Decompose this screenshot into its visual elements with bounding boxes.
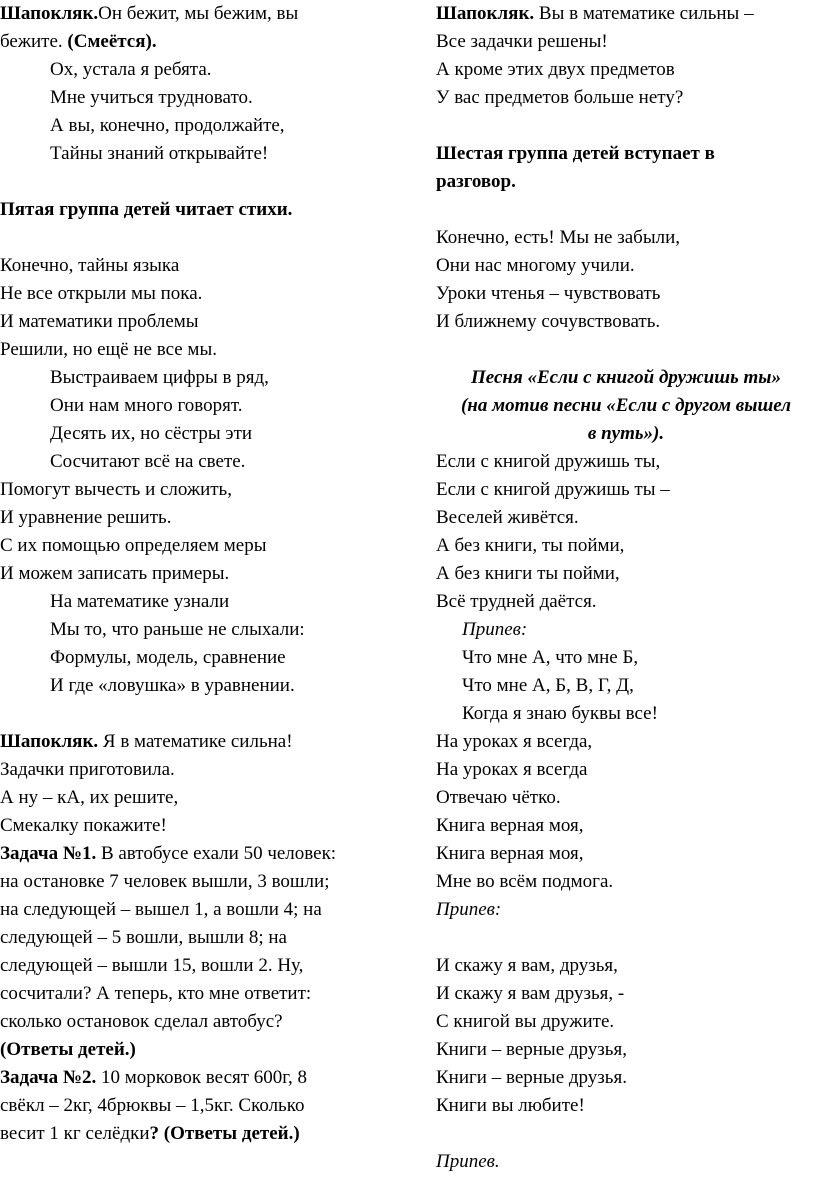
song-line: Книги – верные друзья, <box>436 1039 627 1060</box>
stage-direction: ? (Ответы детей.) <box>149 1123 300 1144</box>
poem-line: На математике узнали <box>50 591 230 612</box>
poem-line: Мы то, что раньше не слыхали: <box>50 619 305 640</box>
song-line: С книгой вы дружите. <box>436 1011 615 1032</box>
speaker-name: Шапокляк. <box>0 731 99 752</box>
line-text: Я в математике сильна! <box>98 731 293 752</box>
song-line: Отвечаю чётко. <box>436 787 561 808</box>
song-line: Книги – верные друзья. <box>436 1067 627 1088</box>
song-line: Всё трудней даётся. <box>436 591 597 612</box>
poem-line: А вы, конечно, продолжайте, <box>50 115 285 136</box>
line-text: бежите. <box>0 31 68 52</box>
text-line: следующей – вышли 15, вошли 2. Ну, <box>0 955 304 976</box>
text-line <box>0 728 385 756</box>
poem-line: Сосчитают всё на свете. <box>50 451 246 472</box>
line-text: В автобусе ехали 50 человек: <box>96 843 337 864</box>
line-text: Он бежит, мы бежим, вы <box>98 3 299 24</box>
poem-line: А кроме этих двух предметов <box>436 59 675 80</box>
poem-line: Конечно, тайны языка <box>0 255 180 276</box>
chorus-label: Припев: <box>462 619 528 640</box>
poem-line: Уроки чтенья – чувствовать <box>436 283 661 304</box>
left-column <box>0 0 385 1148</box>
text-line: сосчитали? А теперь, кто мне ответит: <box>0 983 312 1004</box>
song-line: На уроках я всегда, <box>436 731 593 752</box>
poem-line: И ближнему сочувствовать. <box>436 311 661 332</box>
poem-line: Не все открыли мы пока. <box>0 283 203 304</box>
stage-direction: (Ответы детей.) <box>0 1039 136 1060</box>
song-line: Если с книгой дружишь ты, <box>436 451 661 472</box>
poem-line: Помогут вычесть и сложить, <box>0 479 232 500</box>
poem-line: Задачки приготовила. <box>0 759 175 780</box>
text-line <box>0 1064 385 1092</box>
task-label: Задача №1. <box>0 843 97 864</box>
text-line: свёкл – 2кг, 4брюквы – 1,5кг. Сколько <box>0 1095 305 1116</box>
song-line: Веселей живётся. <box>436 507 579 528</box>
poem-line: Конечно, есть! Мы не забыли, <box>436 227 680 248</box>
poem-line: Десять их, но сёстры эти <box>50 423 253 444</box>
text-line: на остановке 7 человек вышли, 3 вошли; <box>0 871 330 892</box>
right-column <box>436 0 816 1176</box>
poem-line: Все задачки решены! <box>436 31 608 52</box>
poem-line: Они нас многому учили. <box>436 255 635 276</box>
song-line: Книги вы любите! <box>436 1095 585 1116</box>
song-line: Что мне А, что мне Б, <box>462 647 639 668</box>
text-line <box>0 840 385 868</box>
speaker-name: Шапокляк. <box>436 3 535 24</box>
song-line: А без книги, ты пойми, <box>436 535 625 556</box>
speaker-name: Шапокляк. <box>0 3 99 24</box>
poem-line: А ну – кА, их решите, <box>0 787 179 808</box>
line-text: 10 морковок весят 600г, 8 <box>96 1067 307 1088</box>
poem-line: Мне учиться трудновато. <box>50 87 253 108</box>
poem-line: Ох, устала я ребята. <box>50 59 212 80</box>
poem-line: С их помощью определяем меры <box>0 535 267 556</box>
poem-line: Формулы, модель, сравнение <box>50 647 286 668</box>
chorus-label: Припев. <box>436 1151 500 1172</box>
poem-line: И можем записать примеры. <box>0 563 230 584</box>
text-line: на следующей – вышел 1, а вошли 4; на <box>0 899 322 920</box>
song-line: На уроках я всегда <box>436 759 588 780</box>
poem-line: И уравнение решить. <box>0 507 172 528</box>
text-line <box>0 28 385 56</box>
text-line <box>0 0 385 28</box>
section-heading: Шестая группа детей вступает в <box>436 143 715 164</box>
song-line: И скажу я вам, друзья, <box>436 955 618 976</box>
poem-line: Смекалку покажите! <box>0 815 167 836</box>
poem-line: Они нам много говорят. <box>50 395 243 416</box>
song-line: Что мне А, Б, В, Г, Д, <box>462 675 634 696</box>
section-heading: Пятая группа детей читает стихи. <box>0 199 293 220</box>
poem-line: Выстраиваем цифры в ряд, <box>50 367 269 388</box>
song-title: Песня «Если с книгой дружишь ты» <box>471 367 781 388</box>
text-line: сколько остановок сделал автобус? <box>0 1011 283 1032</box>
song-subtitle: (на мотив песни «Если с другом вышел <box>460 395 791 416</box>
song-subtitle: в путь»). <box>587 423 665 444</box>
song-line: Мне во всём подмога. <box>436 871 614 892</box>
chorus-label: Припев: <box>436 899 502 920</box>
poem-line: Решили, но ещё не все мы. <box>0 339 217 360</box>
text-line <box>436 0 816 28</box>
stage-direction: (Смеётся). <box>67 31 157 52</box>
song-line: Если с книгой дружишь ты – <box>436 479 670 500</box>
song-line: Книга верная моя, <box>436 843 584 864</box>
poem-line: И математики проблемы <box>0 311 199 332</box>
song-line: И скажу я вам друзья, - <box>436 983 625 1004</box>
song-line: А без книги ты пойми, <box>436 563 620 584</box>
line-text: весит 1 кг селёдки <box>0 1123 150 1144</box>
line-text: Вы в математике сильны – <box>534 3 754 24</box>
text-line <box>0 1120 385 1148</box>
task-label: Задача №2. <box>0 1067 97 1088</box>
song-line: Когда я знаю буквы все! <box>462 703 658 724</box>
section-heading: разговор. <box>436 171 516 192</box>
poem-line: И где «ловушка» в уравнении. <box>50 675 295 696</box>
poem-line: У вас предметов больше нету? <box>436 87 684 108</box>
song-line: Книга верная моя, <box>436 815 584 836</box>
text-line: следующей – 5 вошли, вышли 8; на <box>0 927 287 948</box>
poem-line: Тайны знаний открывайте! <box>50 143 269 164</box>
